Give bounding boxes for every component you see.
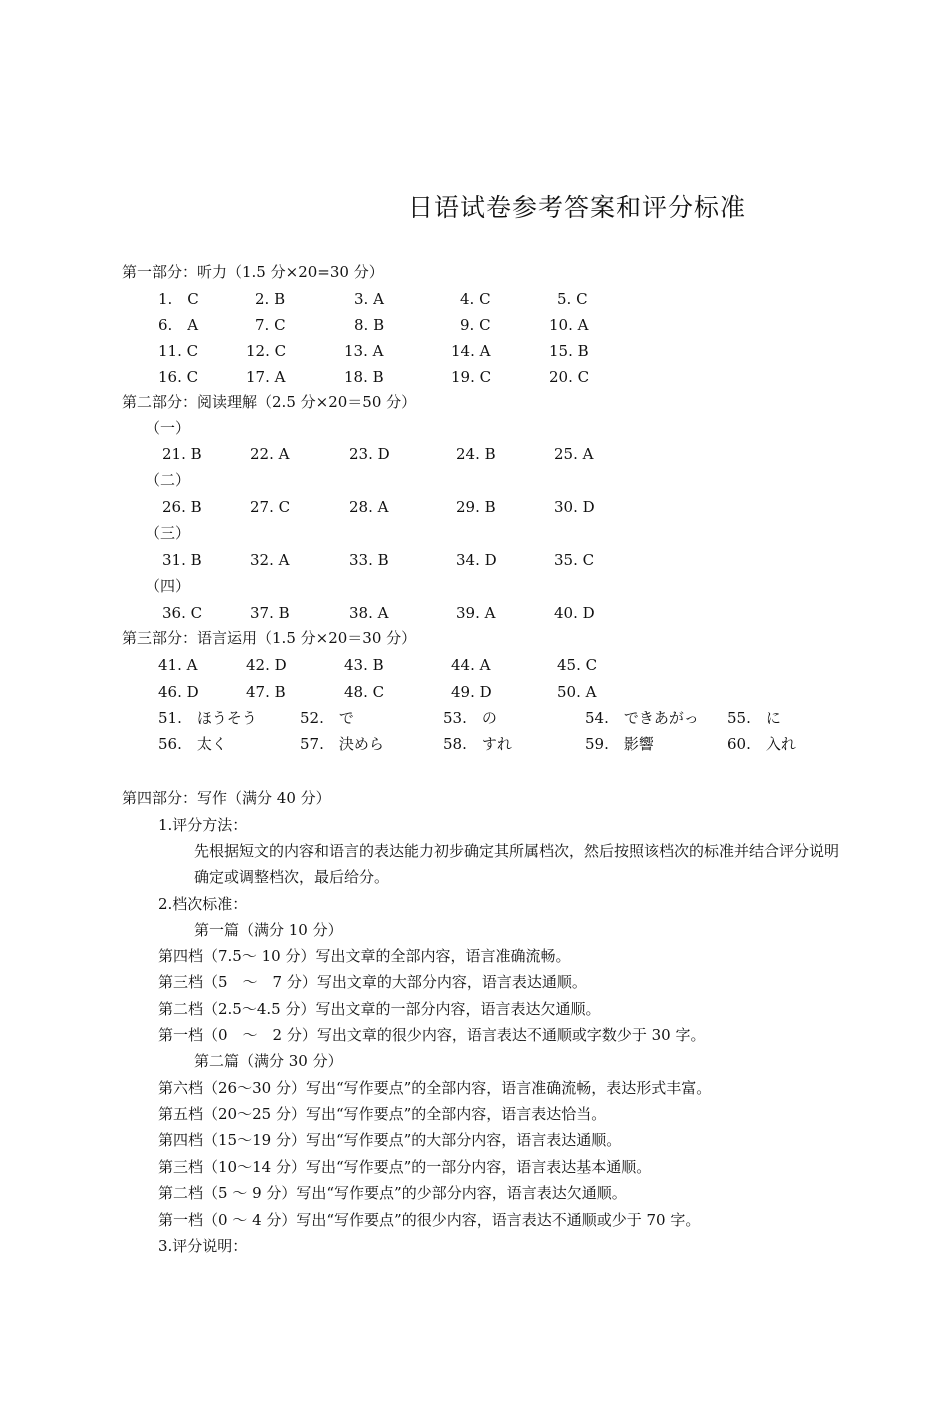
answer-item: 5. C [557,290,588,308]
part4-heading: 第四部分：写作（满分 40 分） [122,789,331,807]
answer-item: 54. できあがっ [585,709,699,727]
essay1-level: 第一档（0 ～ 2 分）写出文章的很少内容，语言表达不通顺或字数少于 30 字。 [158,1026,706,1044]
answer-row [0,497,950,517]
answer-item: 3. A [354,290,384,308]
answer-item: 46. D [158,683,199,701]
answer-row [0,655,950,675]
answer-item: 24. B [456,445,496,463]
essay2-level: 第三档（10～14 分）写出“写作要点”的一部分内容，语言表达基本通顺。 [158,1158,652,1176]
answer-item: 41. A [158,656,198,674]
answer-item: 33. B [349,551,389,569]
answer-item: 44. A [451,656,491,674]
answer-item: 18. B [344,368,384,386]
answer-item: 42. D [246,656,287,674]
answer-row [0,315,950,335]
section-label: （三） [145,524,191,542]
answer-item: 34. D [456,551,497,569]
answer-item: 7. C [255,316,286,334]
answer-row [0,603,950,623]
answer-item: 20. C [549,368,590,386]
part1-heading: 第一部分：听力（1.5 分×20=30 分） [122,263,384,281]
answer-item: 8. B [354,316,385,334]
answer-item: 17. A [246,368,286,386]
answer-item: 14. A [451,342,491,360]
answer-item: 49. D [451,683,492,701]
answer-item: 43. B [344,656,384,674]
answer-item: 6. A [158,316,199,334]
method-paragraph: 先根据短文的内容和语言的表达能力初步确定其所属档次，然后按照该档次的标准并结合评分说明确定或调整档次，最后给分。 [194,842,840,886]
essay2-level: 第一档（0 ～ 4 分）写出“写作要点”的很少内容，语言表达不通顺或少于 70 字。 [158,1211,701,1229]
answer-item: 31. B [162,551,202,569]
answer-item: 21. B [162,445,202,463]
section-label: （四） [145,577,191,595]
answer-row [0,550,950,570]
answer-item: 56. 太く [158,735,227,753]
essay1-level: 第四档（7.5～ 10 分）写出文章的全部内容，语言准确流畅。 [158,947,571,965]
section-label: （一） [145,419,191,437]
answer-item: 45. C [557,656,598,674]
answer-row [0,341,950,361]
answer-item: 13. A [344,342,384,360]
answer-item: 2. B [255,290,286,308]
section-label: （二） [145,471,191,489]
answer-item: 60. 入れ [727,735,796,753]
answer-item: 26. B [162,498,202,516]
essay1-level: 第三档（5 ～ 7 分）写出文章的大部分内容，语言表达通顺。 [158,973,587,991]
answer-item: 59. 影響 [585,735,654,753]
answer-item: 36. C [162,604,203,622]
answer-item: 1. C [158,290,199,308]
answer-item: 12. C [246,342,287,360]
answer-item: 30. D [554,498,595,516]
answer-row [0,708,950,728]
answer-item: 22. A [250,445,290,463]
answer-item: 27. C [250,498,291,516]
answer-item: 58. すれ [443,735,512,753]
part3-heading: 第三部分：语言运用（1.5 分×20＝30 分） [122,629,417,647]
essay2-level: 第二档（5 ～ 9 分）写出“写作要点”的少部分内容，语言表达欠通顺。 [158,1184,627,1202]
answer-row [0,444,950,464]
answer-item: 50. A [557,683,597,701]
answer-item: 52. で [300,709,354,727]
essay2-level: 第四档（15～19 分）写出“写作要点”的大部分内容，语言表达通顺。 [158,1131,622,1149]
answer-item: 29. B [456,498,496,516]
answer-item: 25. A [554,445,594,463]
notes-title: 3.评分说明： [158,1237,248,1255]
method-title: 1.评分方法： [158,816,248,834]
essay2-level: 第五档（20～25 分）写出“写作要点”的全部内容，语言表达恰当。 [158,1105,607,1123]
answer-item: 38. A [349,604,389,622]
answer-item: 11. C [158,342,199,360]
answer-item: 40. D [554,604,595,622]
answer-item: 39. A [456,604,496,622]
essay1-level: 第二档（2.5～4.5 分）写出文章的一部分内容，语言表达欠通顺。 [158,1000,601,1018]
answer-item: 16. C [158,368,199,386]
answer-item: 10. A [549,316,589,334]
answer-row [0,734,950,754]
essay2-title: 第二篇（满分 30 分） [194,1052,343,1070]
part2-heading: 第二部分：阅读理解（2.5 分×20＝50 分） [122,393,417,411]
document-title: 日语试卷参考答案和评分标准 [408,193,747,222]
answer-item: 15. B [549,342,589,360]
answer-item: 4. C [460,290,491,308]
answer-item: 19. C [451,368,492,386]
answer-item: 28. A [349,498,389,516]
method-text [158,838,848,890]
answer-item: 35. C [554,551,595,569]
answer-item: 37. B [250,604,290,622]
essay1-title: 第一篇（满分 10 分） [194,921,343,939]
answer-row [0,682,950,702]
levels-title: 2.档次标准： [158,895,248,913]
answer-item: 57. 決めら [300,735,384,753]
essay2-level: 第六档（26～30 分）写出“写作要点”的全部内容，语言准确流畅，表达形式丰富。 [158,1079,712,1097]
answer-item: 53. の [443,709,497,727]
answer-item: 23. D [349,445,390,463]
answer-row [0,367,950,387]
answer-item: 55. に [727,709,781,727]
answer-row [0,289,950,309]
answer-item: 32. A [250,551,290,569]
answer-item: 48. C [344,683,385,701]
answer-item: 47. B [246,683,286,701]
answer-item: 51. ほうそう [158,709,257,727]
answer-item: 9. C [460,316,491,334]
